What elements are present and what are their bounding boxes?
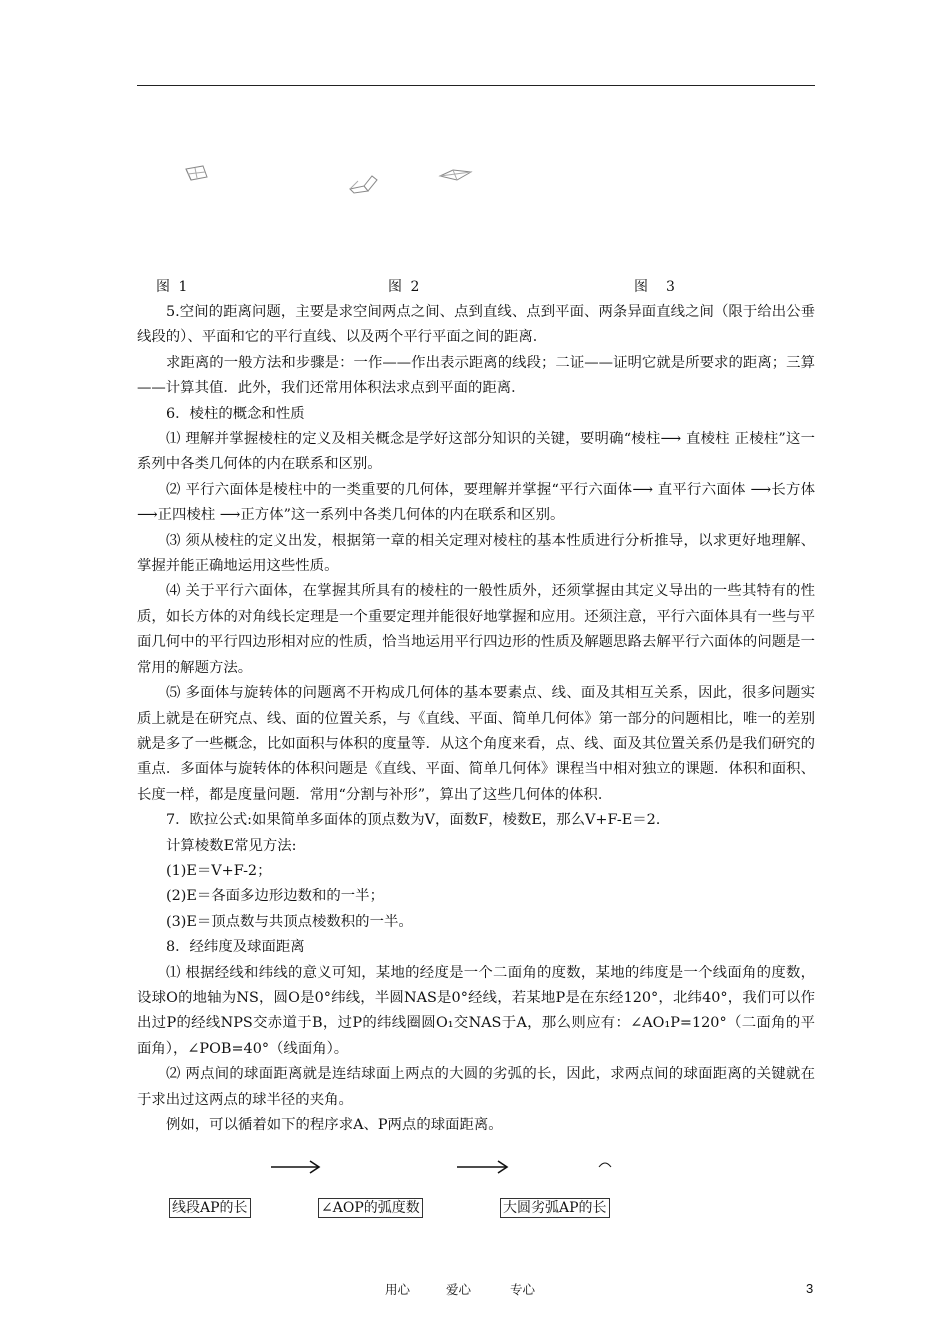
paragraph-prism-3: ⑶ 须从棱柱的定义出发，根据第一章的相关定理对棱柱的基本性质进行分析推导，以求更好地理解、掌握并能正确地运用这些性质。 — [137, 532, 815, 575]
paragraph-distance-problems: 5.空间的距离问题，主要是求空间两点之间、点到直线、点到平面、两条异面直线之间（限于给出公垂线段的）、平面和它的平行直线、以及两个平行平面之间的距离． — [137, 304, 815, 346]
section-heading-latitude: 8．经纬度及球面距离 — [166, 939, 305, 956]
paragraph-prism-2: ⑵ 平行六面体是棱柱中的一类重要的几何体，要理解并掌握“平行六面体⟶ 直平行六面体 ⟶长方体 ⟶正四棱柱 ⟶正方体”这一系列中各类几何体的内在联系和区别。 — [137, 481, 815, 524]
figure-1-image — [183, 163, 211, 185]
footer-text-1: 用心 — [385, 1282, 411, 1297]
paragraph-example: 例如，可以循着如下的程序求A、P两点的球面距离。 — [166, 1117, 503, 1133]
section-heading-euler: 7．欧拉公式:如果简单多面体的顶点数为V，面数F，棱数E，那么V+F-E＝2. — [166, 812, 661, 829]
section-heading-prism: 6．棱柱的概念和性质 — [166, 405, 305, 422]
footer-text-2: 爱心 — [446, 1282, 472, 1297]
paragraph-latitude-1: ⑴ 根据经线和纬线的意义可知，某地的经度是一个二面角的度数，某地的纬度是一个线面角的度数，设球O的地轴为NS，圆O是0°纬线，半圆NAS是0°经线，若某地P是在东经120°，北纬40°，我们可以作出过P的经线NPS交赤道于B，过P的纬线圈圆O₁交NAS于A，那么则应有：∠AO₁P=120°（二面角的平面角），∠POB=40°（线面角）。 — [137, 964, 815, 1057]
paragraph-prism-1: ⑴ 理解并掌握棱柱的定义及相关概念是学好这部分知识的关键，要明确“棱柱⟶ 直棱柱 正棱柱”这一系列中各类几何体的内在联系和区别。 — [137, 431, 815, 473]
paragraph-distance-method: 求距离的一般方法和步骤是：一作——作出表示距离的线段；二证——证明它就是所要求的距离；三算——计算其值．此外，我们还常用体积法求点到平面的距离． — [137, 354, 815, 397]
figure-2-label: 图 2 — [388, 279, 422, 295]
figure-1-label: 图 1 — [156, 279, 190, 295]
paragraph-latitude-2: ⑵ 两点间的球面距离就是连结球面上两点的大圆的劣弧的长，因此，求两点间的球面距离的关键就在于求出过这两点的球半径的夹角。 — [137, 1066, 815, 1108]
header-rule — [137, 85, 815, 86]
flow-step-segment-length: 线段AP的长 — [169, 1198, 251, 1218]
figure-2-image — [346, 172, 380, 194]
document-body — [137, 300, 815, 1138]
flow-step-angle-radians: ∠AOP的弧度数 — [318, 1198, 423, 1218]
list-item-edge-1: (1)E＝V+F-2； — [166, 862, 272, 879]
paragraph-prism-4: ⑷ 关于平行六面体，在掌握其所具有的棱柱的一般性质外，还须掌握由其定义导出的一些其特有的性质，如长方体的对角线长定理是一个重要定理并能很好地掌握和应用。还须注意，平行六面体具有一些与平面几何中的平行四边形相对应的性质，恰当地运用平行四边形的性质及解题思路去解平行六面体的问题是一常用的解题方法。 — [137, 583, 815, 676]
paragraph-prism-5: ⑸ 多面体与旋转体的问题离不开构成几何体的基本要素点、线、面及其相互关系，因此，很多问题实质上就是在研究点、线、面的位置关系，与《直线、平面、简单几何体》第一部分的问题相比，唯一的差别就是多了一些概念，比如面积与体积的度量等．从这个角度来看，点、线、面及其位置关系仍是我们研究的重点．多面体与旋转体的体积问题是《直线、平面、简单几何体》课程当中相对独立的课题．体积和面积、长度一样，都是度量问题．常用“分割与补形”，算出了这些几何体的体积． — [137, 685, 815, 803]
figure-3-image — [437, 164, 475, 186]
arc-mark-icon — [597, 1160, 613, 1168]
list-item-edge-2: (2)E＝各面多边形边数和的一半； — [166, 888, 384, 905]
footer-text-3: 专心 — [510, 1282, 536, 1297]
figure-3-label: 图 3 — [634, 279, 677, 295]
paragraph-edge-count-intro: 计算棱数E常见方法: — [166, 837, 297, 854]
flow-arrow-2 — [456, 1158, 510, 1174]
page-number: 3 — [806, 1281, 814, 1296]
list-item-edge-3: (3)E＝顶点数与共顶点棱数积的一半。 — [166, 913, 413, 930]
flow-step-arc-length: 大圆劣弧AP的长 — [500, 1198, 610, 1218]
flow-arrow-1 — [270, 1158, 322, 1174]
